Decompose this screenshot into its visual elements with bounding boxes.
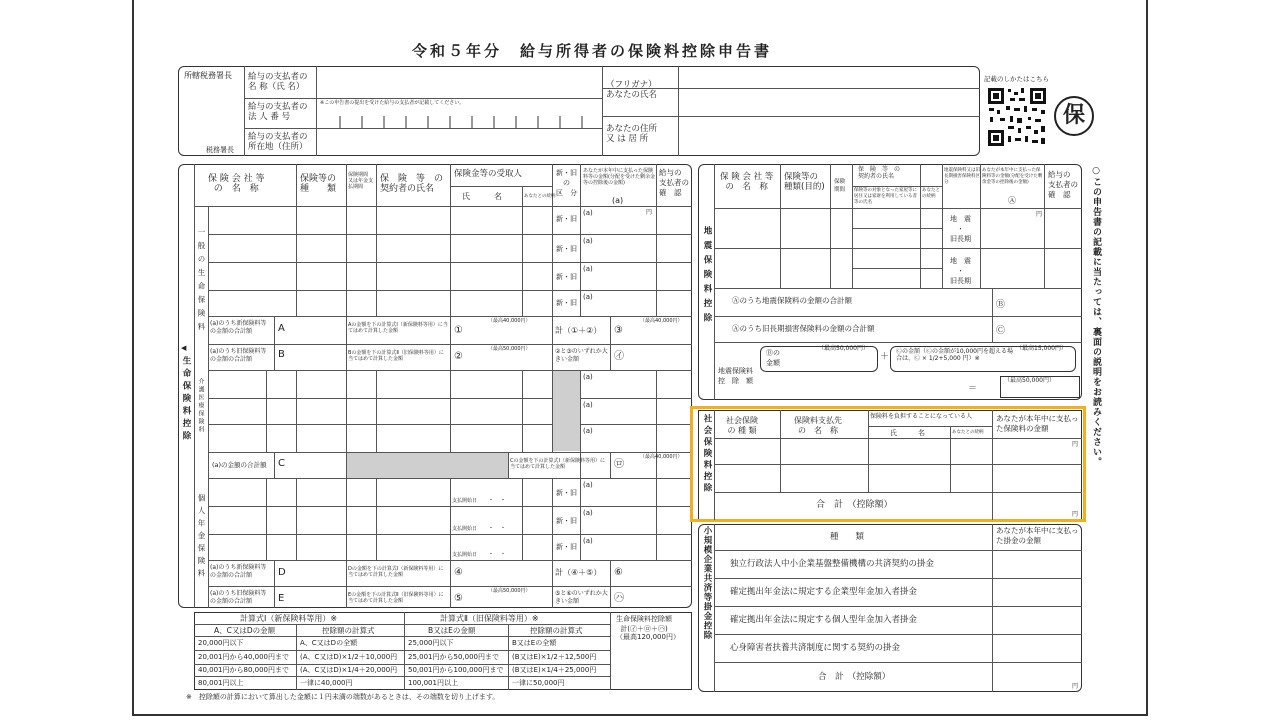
circ-2: ② <box>454 351 463 362</box>
sub-old-total-e: (a)のうち旧保険料等の金額の合計額 <box>210 590 267 605</box>
life-insurance-section <box>178 164 692 608</box>
calc-new: Aの金額を下の計算式Ⅰ（新保険料等用）に当てはめて計算した金額 <box>348 322 448 334</box>
mark-a-care3: (a) <box>583 427 593 435</box>
max-40000-a: （最高40,000円） <box>488 318 531 324</box>
pension-dots-2: ・ ・ <box>488 525 507 532</box>
formula-cell: 20,000円以下 <box>198 639 244 647</box>
life-col-newold: 新・旧 の 区 分 <box>556 169 577 197</box>
social-col-burden: 保険料を負担することになっている人 <box>870 413 973 420</box>
eq-equals: ＝ <box>968 384 978 394</box>
eq-col-paid: あなたが本年中に支払った保険料等の金額(分配を受けた剰余金等の控除後の金額) <box>982 168 1043 185</box>
sub-old-total: (a)のうち旧保険料等の金額の合計額 <box>210 348 267 363</box>
eq-kind-2[interactable]: 地 震 ・ 旧長期 <box>950 257 971 285</box>
eq-kind-1[interactable]: 地 震 ・ 旧長期 <box>950 215 971 243</box>
formula-total-max: （最高120,000円） <box>616 633 680 641</box>
payer-address-label: 給与の支払者の 所在地（住所） <box>248 132 308 152</box>
max-50000-e: （最高50,000円） <box>488 588 531 594</box>
small-yen-total: 円 <box>1072 683 1079 690</box>
formula-sub-amount-old: B又はEの金額 <box>428 626 476 635</box>
tax-office-label: 所轄税務署長 <box>184 71 232 80</box>
formula-cell: 一律に50,000円 <box>512 679 565 687</box>
circ-1: ① <box>454 325 463 336</box>
life-arrow-icon: ◀ <box>181 344 187 352</box>
calc-new-d: Dの金額を下の計算式Ⅰ（新保険料等用）に当てはめて計算した金額 <box>348 566 444 578</box>
mark-a-2: (a) <box>583 237 593 245</box>
eq-deduction-label: 地震保険料 控 除 額 <box>718 367 753 385</box>
shin-kyu-3[interactable]: 新・旧 <box>556 273 577 281</box>
formula-cell: 80,001円以上 <box>198 679 244 687</box>
care-label: 介護医療保険料 <box>197 378 204 434</box>
eq-sum-eq: Ⓐのうち地震保険料の金額の合計額 <box>732 296 852 305</box>
qr-code[interactable] <box>986 86 1048 148</box>
mark-a-p3: (a) <box>583 537 593 545</box>
eq-max-15000: （最高15,000円） <box>1016 345 1067 352</box>
mark-a-p2: (a) <box>583 509 593 517</box>
number-ticks <box>318 110 600 128</box>
small-col-paid: あなたが本年中に支払った掛金の金額 <box>996 526 1079 545</box>
eq-yen-1: 円 <box>1036 211 1043 218</box>
circ-6: ⑥ <box>614 567 623 578</box>
eq-col-kind: 地震保険料又は旧長期損害保険料区分 <box>944 168 980 185</box>
side-note: ○この申告書の記載に当たっては、裏面の説明をお読みください。 <box>1091 166 1101 467</box>
pension-start-2: 支払開始日 <box>452 526 478 532</box>
formula-sub-calc-new: 控除額の計算式 <box>322 626 375 635</box>
payer-number-label: 給与の支払者の 法 人 番 号 <box>248 102 308 122</box>
mark-a-p1: (a) <box>583 481 593 489</box>
eq-col-contractor: 保 険 等 の 契約者の氏名 <box>858 166 901 180</box>
shin-kyu-1[interactable]: 新・旧 <box>556 215 577 223</box>
social-label: 社会保険料控除 <box>702 414 712 495</box>
formula-cell: (A、C又はD)×1/2＋10,000円 <box>300 653 398 661</box>
letter-d: D <box>278 567 286 578</box>
social-col-paid: あなたが本年中に支払った保険料の金額 <box>996 414 1079 433</box>
payer-number-field[interactable] <box>318 110 600 128</box>
life-col-period: 保険期間 又は年金支払期間 <box>348 172 374 190</box>
eq-max-50000-b: （最高50,000円） <box>818 345 869 352</box>
max-40000-c: （最高40,000円） <box>640 454 683 460</box>
pension-dots-3: ・ ・ <box>488 551 507 558</box>
formula-total-label: 生命保険料控除額 計(㋑＋㋺＋㋩) <box>616 615 672 633</box>
formula-cell: 25,000円以下 <box>408 639 454 647</box>
life-col-deduction: 給与の 支払者の 確 認 <box>659 168 689 197</box>
ho-mark: 保 <box>1054 96 1094 136</box>
shin-kyu-2[interactable]: 新・旧 <box>556 245 577 253</box>
max-50000-b: （最高50,000円） <box>488 346 531 352</box>
life-col-recipient-name: 氏 名 <box>462 192 502 201</box>
calc-care: Cの金額を下の計算式Ⅰ（新保険料等用）に当てはめて計算した金額 <box>510 458 605 470</box>
shin-kyu-p2[interactable]: 新・旧 <box>556 517 577 525</box>
letter-e: E <box>278 593 285 604</box>
formula-footnote: ※ 控除額の計算において算出した金額に１円未満の端数があるときは、その端数を切り上げます。 <box>186 693 500 701</box>
formula-cell: 20,001円から40,000円まで <box>198 653 289 661</box>
social-col-type: 社会保険 の 種 類 <box>726 416 758 435</box>
small-row-1: 独立行政法人中小企業基盤整備機構の共済契約の掛金 <box>730 559 935 569</box>
shin-kyu-p3[interactable]: 新・旧 <box>556 543 577 551</box>
small-col-kind: 種 類 <box>830 532 865 542</box>
social-total-label: 合 計 （控除額） <box>816 500 893 510</box>
tax-office-suffix: 税務署長 <box>206 146 234 154</box>
letter-a: A <box>278 323 285 334</box>
mark-a-care1: (a) <box>583 373 593 381</box>
life-col-contractor: 保 険 等 の 契約者の氏名 <box>380 174 444 194</box>
max-40000-3: （最高40,000円） <box>640 318 683 324</box>
sum-1-2: 計（①＋②） <box>555 326 602 335</box>
qr-caption: 記載のしかたはこちら <box>984 75 1049 83</box>
sum-4-5: 計（④＋⑤） <box>555 568 602 577</box>
shin-kyu-4[interactable]: 新・旧 <box>556 299 577 307</box>
formula-header-new: 計算式Ⅰ（新保険料等用）※ <box>240 614 338 623</box>
care-grey-col <box>553 371 580 451</box>
furigana-label: （フリガナ） あなたの氏名 <box>606 80 658 100</box>
eq-col-target: 保険等の対象となった家屋等に居住又は家財を利用している者等の氏名 <box>854 188 917 205</box>
social-yen-total: 円 <box>1072 511 1079 518</box>
small-business-label: 小規模企業共済等掛金控除 <box>702 526 712 640</box>
calc-old-e: Eの金額を下の計算式Ⅱ（旧保険料等用）に当てはめて計算した金額 <box>348 592 444 604</box>
small-row-3: 確定拠出年金法に規定する個人型年金加入者掛金 <box>730 615 918 625</box>
life-col-recipient-relation: あなたとの続柄 <box>524 194 556 199</box>
letter-c: C <box>278 458 285 469</box>
formula-cell: (B又はE)×1/4＋25,000円 <box>512 666 597 674</box>
formula-cell: 40,001円から80,000円まで <box>198 666 289 674</box>
eq-col-period: 保険 期間 <box>834 179 846 193</box>
sub-new-total-d: (a)のうち新保険料等の金額の合計額 <box>210 564 267 579</box>
eq-max-50000-total: （最高50,000円） <box>1004 377 1055 384</box>
mark-a-care2: (a) <box>583 401 593 409</box>
pension-label: 個人年金保険料 <box>197 494 206 582</box>
eq-mark-c: Ⓒ <box>996 326 1006 336</box>
circ-ha: ㋺ <box>614 459 624 470</box>
formula-cell: 25,001円から50,000円まで <box>408 653 499 661</box>
small-row-4: 心身障害者扶養共済制度に関する契約の掛金 <box>730 643 901 653</box>
social-yen-1: 円 <box>1072 441 1079 448</box>
qr-code-icon <box>986 86 1048 148</box>
address-label: あなたの住所 又 は 居 所 <box>606 124 658 144</box>
life-section-label: 生命保険料控除 <box>181 356 191 444</box>
social-col-burden-relation: あなたとの続柄 <box>952 430 984 435</box>
eq-sum-old: Ⓐのうち旧長期損害保険料の金額の合計額 <box>732 324 875 333</box>
mark-a-3: (a) <box>583 265 593 273</box>
eq-mark-b: Ⓑ <box>996 300 1006 310</box>
mark-a-1: (a) <box>583 209 593 217</box>
formula-sub-amount-new: A、C又はDの金額 <box>214 626 276 635</box>
pension-dots-1: ・ ・ <box>488 497 507 504</box>
payer-number-note: ※この申告書の提出を受けた給与の支払者が記載してください。 <box>320 100 465 106</box>
formula-cell: (A、C又はD)×1/4＋20,000円 <box>300 666 398 674</box>
life-col-paid-sub: (a) <box>612 196 624 205</box>
circ-ro: ㋑ <box>614 351 624 362</box>
eq-col-paid-sub: Ⓐ <box>1008 196 1016 205</box>
formula-cell: 100,001円以上 <box>408 679 458 687</box>
yen-1: 円 <box>646 209 653 216</box>
letter-b: B <box>278 349 285 360</box>
circ-i: ㋩ <box>614 593 624 604</box>
sub-new-total: (a)のうち新保険料等の金額の合計額 <box>210 320 267 335</box>
small-total-label: 合 計 （控除額） <box>818 672 891 682</box>
life-col-recipient: 保険金等の受取人 <box>454 169 523 179</box>
greater-5-6: ⑤と⑥のいずれか大きい金額 <box>555 590 608 605</box>
care-grey-row <box>347 453 508 478</box>
formula-cell: A、C又はDの全額 <box>300 639 358 647</box>
eq-col-company: 保 険 会 社 等 の 名 称 <box>720 172 774 192</box>
calc-old: Bの金額を下の計算式Ⅱ（旧保険料等用）に当てはめて計算した金額 <box>348 350 444 362</box>
eq-c-amount: Ⓒの金額（Ⓒの金額が10,000円を超える場合は、Ⓒ × 1/2+5,000 円）※ <box>896 348 1013 362</box>
formula-cell: B又はEの全額 <box>512 639 557 647</box>
mark-a-4: (a) <box>583 293 593 301</box>
social-col-payee: 保険料支払先 の 名 称 <box>794 416 842 435</box>
circ-3: ③ <box>614 325 623 336</box>
social-col-burden-name: 氏 名 <box>890 429 925 437</box>
greater-2-3: ②と③のいずれか大きい金額 <box>555 348 608 363</box>
eq-col-relation: あなたとの続柄 <box>922 188 940 199</box>
payer-name-label: 給与の支払者の 名 称（氏 名） <box>248 72 308 92</box>
eq-b-amount: Ⓑの 金額 <box>766 349 780 367</box>
shin-kyu-p1[interactable]: 新・旧 <box>556 489 577 497</box>
pension-start-3: 支払開始日 <box>452 552 478 558</box>
life-col-paid: あなたが本年中に支払った保険料等の金額(分配を受けた剰余金等の控除後の金額) <box>583 168 655 186</box>
eq-col-type: 保険等の 種類(目的) <box>784 172 825 192</box>
life-col-company: 保 険 会 社 等 の 名 称 <box>208 174 265 194</box>
form-title: 令和５年分 給与所得者の保険料控除申告書 <box>412 42 773 60</box>
life-col-type: 保険等の 種 類 <box>300 174 337 194</box>
sub-care-total: (a)の金額の合計額 <box>212 461 267 469</box>
eq-plus: ＋ <box>880 352 890 362</box>
eq-col-confirm: 給与の 支払者の 確 認 <box>1048 170 1078 199</box>
formula-cell: 一律に40,000円 <box>300 679 353 687</box>
general-life-label: 一般の生命保険料 <box>197 228 206 336</box>
formula-cell: 50,001円から100,000円まで <box>408 666 504 674</box>
small-row-2: 確定拠出年金法に規定する企業型年金加入者掛金 <box>730 587 918 597</box>
pension-start-1: 支払開始日 <box>452 498 478 504</box>
formula-sub-calc-old: 控除額の計算式 <box>530 626 583 635</box>
circ-4: ④ <box>454 567 463 578</box>
circ-5: ⑤ <box>454 593 463 604</box>
earthquake-label: 地震保険料控除 <box>702 226 712 328</box>
formula-header-old: 計算式Ⅱ（旧保険料等用）※ <box>440 614 539 623</box>
formula-cell: (B又はE)×1/2＋12,500円 <box>512 653 597 661</box>
